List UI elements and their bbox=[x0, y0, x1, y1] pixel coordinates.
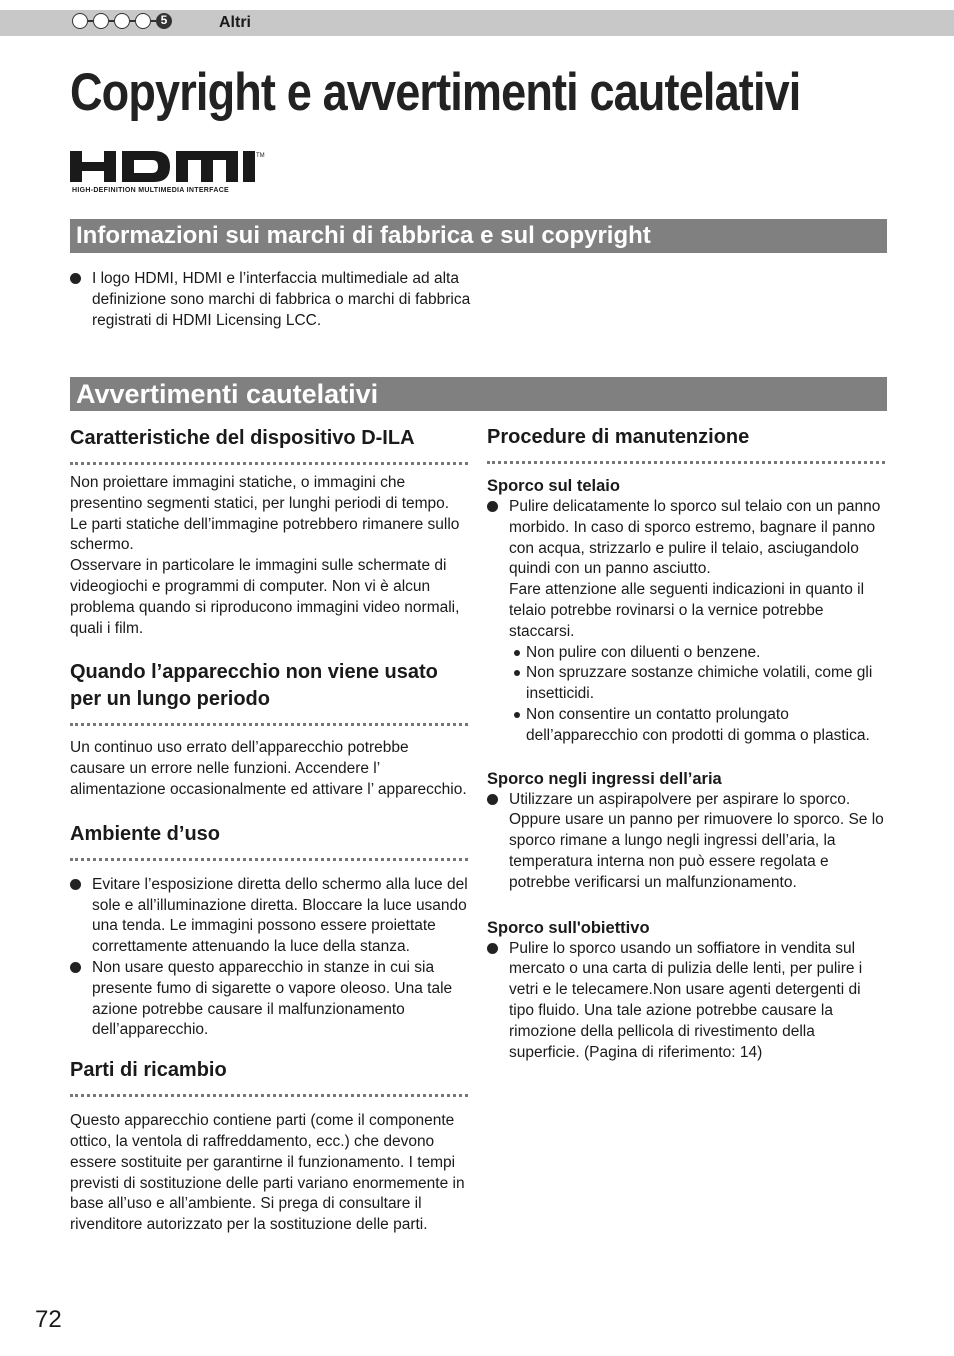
maintenance-heading: Procedure di manutenzione bbox=[487, 426, 750, 448]
page-title: Copyright e avvertimenti cautelativi bbox=[70, 63, 801, 122]
frame-sub-bullet-1: Non pulire con diluenti o benzene. bbox=[509, 643, 885, 664]
frame-sub-bullet-3: Non consentire un contatto prolungato dell’apparecchio con prodotti di gomma o plastica. bbox=[509, 705, 885, 747]
lens-subheading: Sporco sull'obiettivo bbox=[487, 918, 650, 937]
lens-bullet: Pulire lo sporco usando un soffiatore in vendita sul mercato o una carta di pulizia delle lenti, per pulire i vetri e le telecamere.Non usare agenti detergenti di tipo fluido. Una tale azione potrebbe causare la rimozione della pellicola di rivestimento della superficie. (Pagina di riferimento: 14) bbox=[487, 939, 885, 1064]
chapter-steps bbox=[72, 13, 172, 29]
dila-paragraph-1: Non proiettare immagini statiche, o immagini che presentino segmenti statici, per lunghi periodi di tempo. Le parti statiche dell’immagine potrebbero rimanere sullo schermo. bbox=[70, 474, 460, 554]
trademark-section-heading: Informazioni sui marchi di fabbrica e sul copyright bbox=[70, 219, 887, 253]
unused-heading: Quando l’apparecchio non viene usato per un lungo periodo bbox=[70, 661, 438, 711]
warnings-left-column bbox=[70, 425, 468, 1236]
step-1 bbox=[72, 13, 88, 29]
warnings-right-column bbox=[487, 424, 885, 1063]
dila-heading: Caratteristiche del dispositivo D-ILA bbox=[70, 427, 415, 449]
frame-sub-bullet-2: Non spruzzare sostanze chimiche volatili, come gli insetticidi. bbox=[509, 663, 885, 705]
vents-bullet: Utilizzare un aspirapolvere per aspirare lo sporco. Oppure usare un panno per rimuovere lo sporco. Se lo sporco rimane a lungo negli ingressi dell’aria, la temperatura interna non può essere regolata e potrebbe verificarsi un malfunzionamento. bbox=[487, 790, 885, 894]
chapter-label: Altri bbox=[219, 14, 251, 31]
chapter-bar bbox=[0, 10, 954, 36]
step-4 bbox=[135, 13, 151, 29]
page-number: 72 bbox=[35, 1306, 62, 1333]
dotted-divider bbox=[70, 1094, 468, 1097]
frame-bullet bbox=[487, 497, 885, 747]
frame-bullet-text: Pulire delicatamente lo sporco sul telaio con un panno morbido. In caso di sporco estremo, bagnare il panno con acqua, strizzarlo e pulire il telaio, asciugandolo quindi con un panno asciutto. bbox=[509, 498, 881, 578]
trademark-bullet: I logo HDMI, HDMI e l’interfaccia multimediale ad alta definizione sono marchi di fabbrica o marchi di fabbrica registrati di HDMI Licensing LCC. bbox=[70, 269, 520, 331]
frame-subheading: Sporco sul telaio bbox=[487, 477, 620, 495]
dotted-divider bbox=[70, 723, 468, 726]
dotted-divider bbox=[487, 461, 885, 464]
dotted-divider bbox=[70, 462, 468, 465]
warnings-section-heading: Avvertimenti cautelativi bbox=[70, 377, 887, 411]
hdmi-tagline: HIGH-DEFINITION MULTIMEDIA INTERFACE bbox=[72, 187, 230, 194]
hdmi-tm: TM bbox=[256, 153, 265, 159]
environment-bullet-2: Non usare questo apparecchio in stanze in cui sia presente fumo di sigarette o vapore oleoso. Una tale azione potrebbe causare il malfunzionamento dell’apparecchio. bbox=[70, 958, 468, 1041]
parts-paragraph: Questo apparecchio contiene parti (come il componente ottico, la ventola di raffreddamento, ecc.) che devono essere sostituite per garantirne il funzionamento. I tempi previsti di sostituzione delle parti variano enormemente in base all’uso e all’ambiente. Si prega di consultare il rivenditore autorizzato per la sostituzione delle parti. bbox=[70, 1112, 465, 1234]
environment-heading: Ambiente d’uso bbox=[70, 822, 221, 845]
step-5-current: 5 bbox=[156, 13, 172, 29]
dila-paragraph-2: Osservare in particolare le immagini sulle schermate di videogiochi e programmi di computer. Non vi è alcun problema quando si riproducono immagini video normali, quali i film. bbox=[70, 557, 460, 637]
unused-paragraph: Un continuo uso errato dell’apparecchio potrebbe causare un errore nelle funzioni. Accendere l’ alimentazione occasionalmente ed attivare l’ apparecchio. bbox=[70, 739, 467, 798]
frame-bullet-note: Fare attenzione alle seguenti indicazioni in quanto il telaio potrebbe rovinarsi o la vernice potrebbe staccarsi. bbox=[509, 581, 865, 640]
parts-heading: Parti di ricambio bbox=[70, 1059, 227, 1082]
step-2 bbox=[93, 13, 109, 29]
vents-subheading: Sporco negli ingressi dell’aria bbox=[487, 769, 722, 788]
trademark-section bbox=[70, 269, 520, 331]
dotted-divider bbox=[70, 858, 468, 861]
step-3 bbox=[114, 13, 130, 29]
hdmi-logo-icon bbox=[70, 148, 270, 186]
environment-bullet-1: Evitare l’esposizione diretta dello schermo alla luce del sole e all’illuminazione diretta. Bloccare la luce usando una tenda. Le immagini possono essere proiettate correttamente attenuando la luce della stanza. bbox=[70, 875, 468, 958]
